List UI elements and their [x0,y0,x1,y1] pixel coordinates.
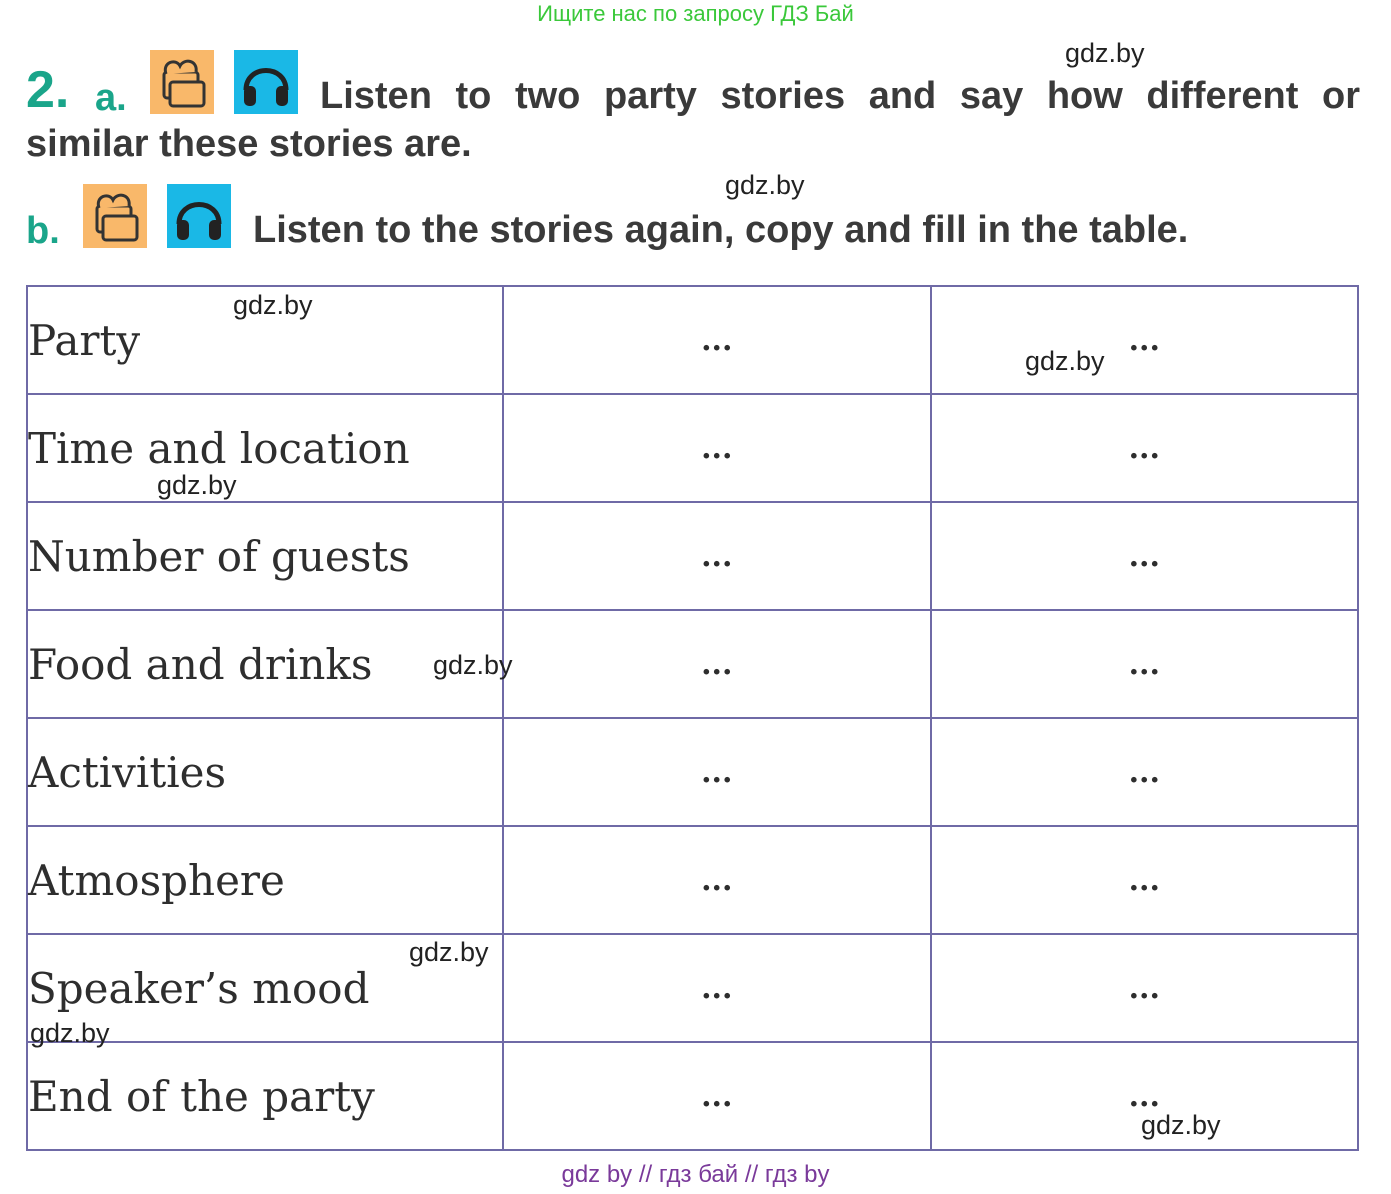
pair-work-icon [150,50,214,114]
blank-cell: ... [503,394,931,502]
part-b-letter: b. [26,210,60,252]
part-a-letter: a. [95,77,127,119]
watermark: gdz.by [725,170,805,200]
table-row [27,934,1358,1042]
row-label: Activities [27,718,503,826]
blank-cell: ... [931,502,1359,610]
blank-cell: ... [931,610,1359,718]
row-label: Atmosphere [27,826,503,934]
blank-cell: ... [931,286,1359,394]
blank-cell: ... [931,394,1359,502]
fill-in-table [26,285,1359,1151]
blank-cell: ... [503,1042,931,1150]
blank-cell: ... [931,826,1359,934]
blank-cell: ... [931,1042,1359,1150]
row-label: Food and drinks [27,610,503,718]
headphones-icon [234,50,298,114]
blank-cell: ... [503,718,931,826]
watermark: gdz.by [157,470,237,500]
watermark: gdz.by [233,290,313,320]
blank-cell: ... [503,286,931,394]
watermark: gdz.by [433,650,513,680]
row-label: End of the party [27,1042,503,1150]
part-a-instruction: Listen to two party stories and say how different or [320,75,1360,117]
exercise-number: 2. [26,61,70,119]
row-label: Time and location [27,394,503,502]
blank-cell: ... [503,610,931,718]
watermark: gdz.by [409,937,489,967]
table-row [27,610,1358,718]
part-b-instruction: Listen to the stories again, copy and fill in the table. [253,209,1189,251]
footer-note: gdz by // гдз бай // гдз by [561,1161,830,1188]
watermark: gdz.by [30,1018,110,1048]
blank-cell: ... [931,718,1359,826]
row-label: Party [27,286,503,394]
watermark: gdz.by [1065,38,1145,68]
header-note: Ищите нас по запросу ГДЗ Бай [537,1,854,26]
row-label: Number of guests [27,502,503,610]
part-a-instruction-continued: similar these stories are. [26,123,472,165]
table-row [27,502,1358,610]
blank-cell: ... [503,502,931,610]
row-label: Speaker’s mood [27,934,503,1042]
blank-cell: ... [503,934,931,1042]
headphones-icon [167,184,231,248]
pair-work-icon [83,184,147,248]
blank-cell: ... [931,934,1359,1042]
table-row [27,718,1358,826]
table-row [27,286,1358,394]
table-row [27,826,1358,934]
blank-cell: ... [503,826,931,934]
watermark: gdz.by [1141,1110,1221,1140]
watermark: gdz.by [1025,346,1105,376]
